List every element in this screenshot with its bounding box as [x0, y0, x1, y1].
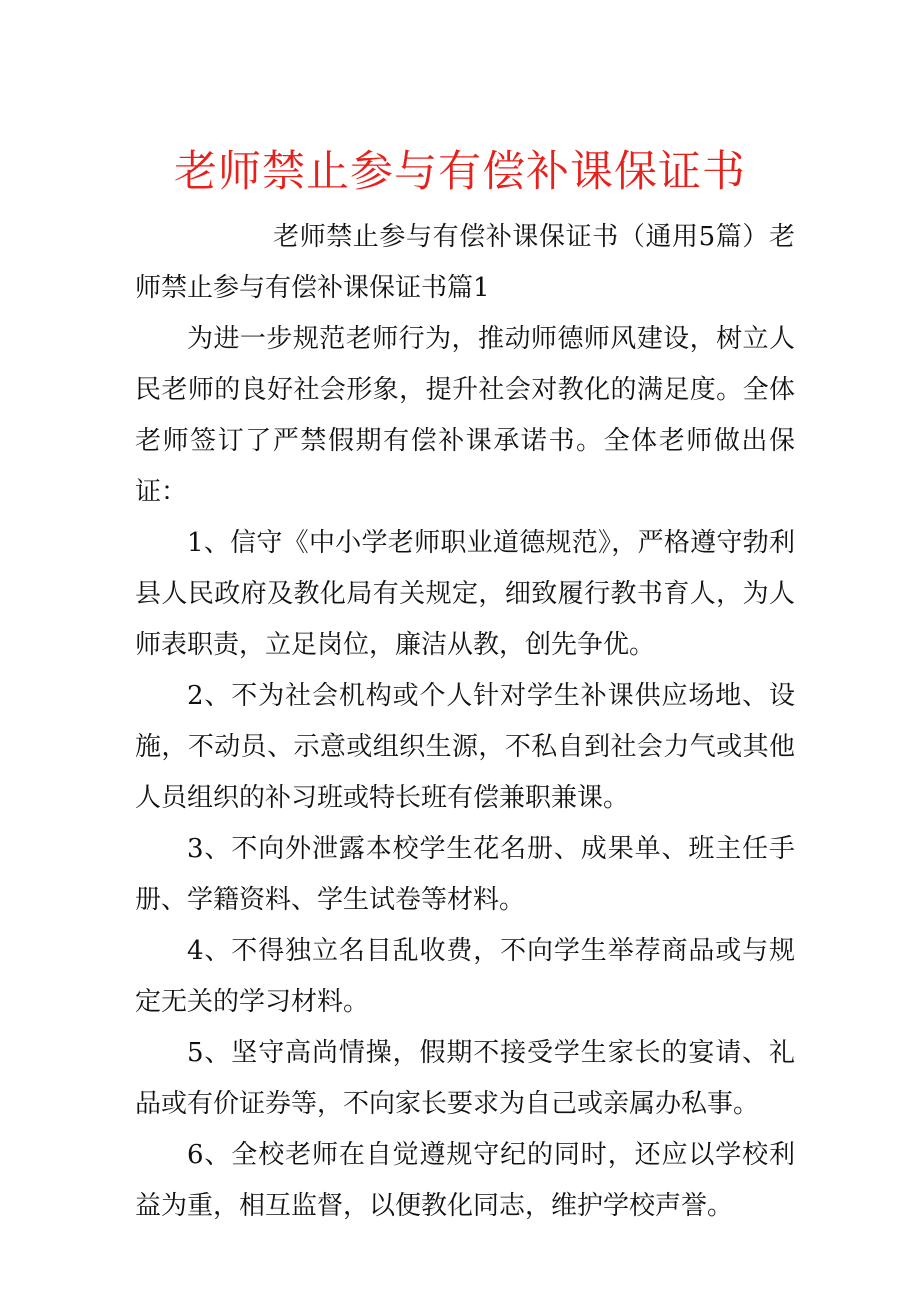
paragraph-item-4: 4、不得独立名目乱收费，不向学生举荐商品或与规定无关的学习材料。 [135, 936, 795, 1017]
paragraph-item-3: 3、不向外泄露本校学生花名册、成果单、班主任手册、学籍资料、学生试卷等材料。 [135, 834, 795, 915]
paragraph-item-1: 1、信守《中小学老师职业道德规范》，严格遵守勃利县人民政府及教化局有关规定，细致履行教书育人，为人师表职责，立足岗位，廉洁从教，创先争优。 [135, 528, 795, 660]
intro-paragraph: 老师禁止参与有偿补课保证书（通用5篇）老师禁止参与有偿补课保证书篇1 [135, 222, 795, 303]
paragraph-preamble: 为进一步规范老师行为，推动师德师风建设，树立人民老师的良好社会形象，提升社会对教化的满足度。全体老师签订了严禁假期有偿补课承诺书。全体老师做出保证： [135, 324, 795, 507]
paragraph-item-6: 6、全校老师在自觉遵规守纪的同时，还应以学校利益为重，相互监督，以便教化同志，维护学校声誉。 [135, 1140, 795, 1221]
paragraph-item-5: 5、坚守高尚情操，假期不接受学生家长的宴请、礼品或有价证券等，不向家长要求为自己或亲属办私事。 [135, 1038, 795, 1119]
document-body [135, 212, 795, 1232]
paragraph-item-2: 2、不为社会机构或个人针对学生补课供应场地、设施，不动员、示意或组织生源，不私自到社会力气或其他人员组织的补习班或特长班有偿兼职兼课。 [135, 681, 795, 813]
page-title: 老师禁止参与有偿补课保证书 [174, 147, 746, 197]
